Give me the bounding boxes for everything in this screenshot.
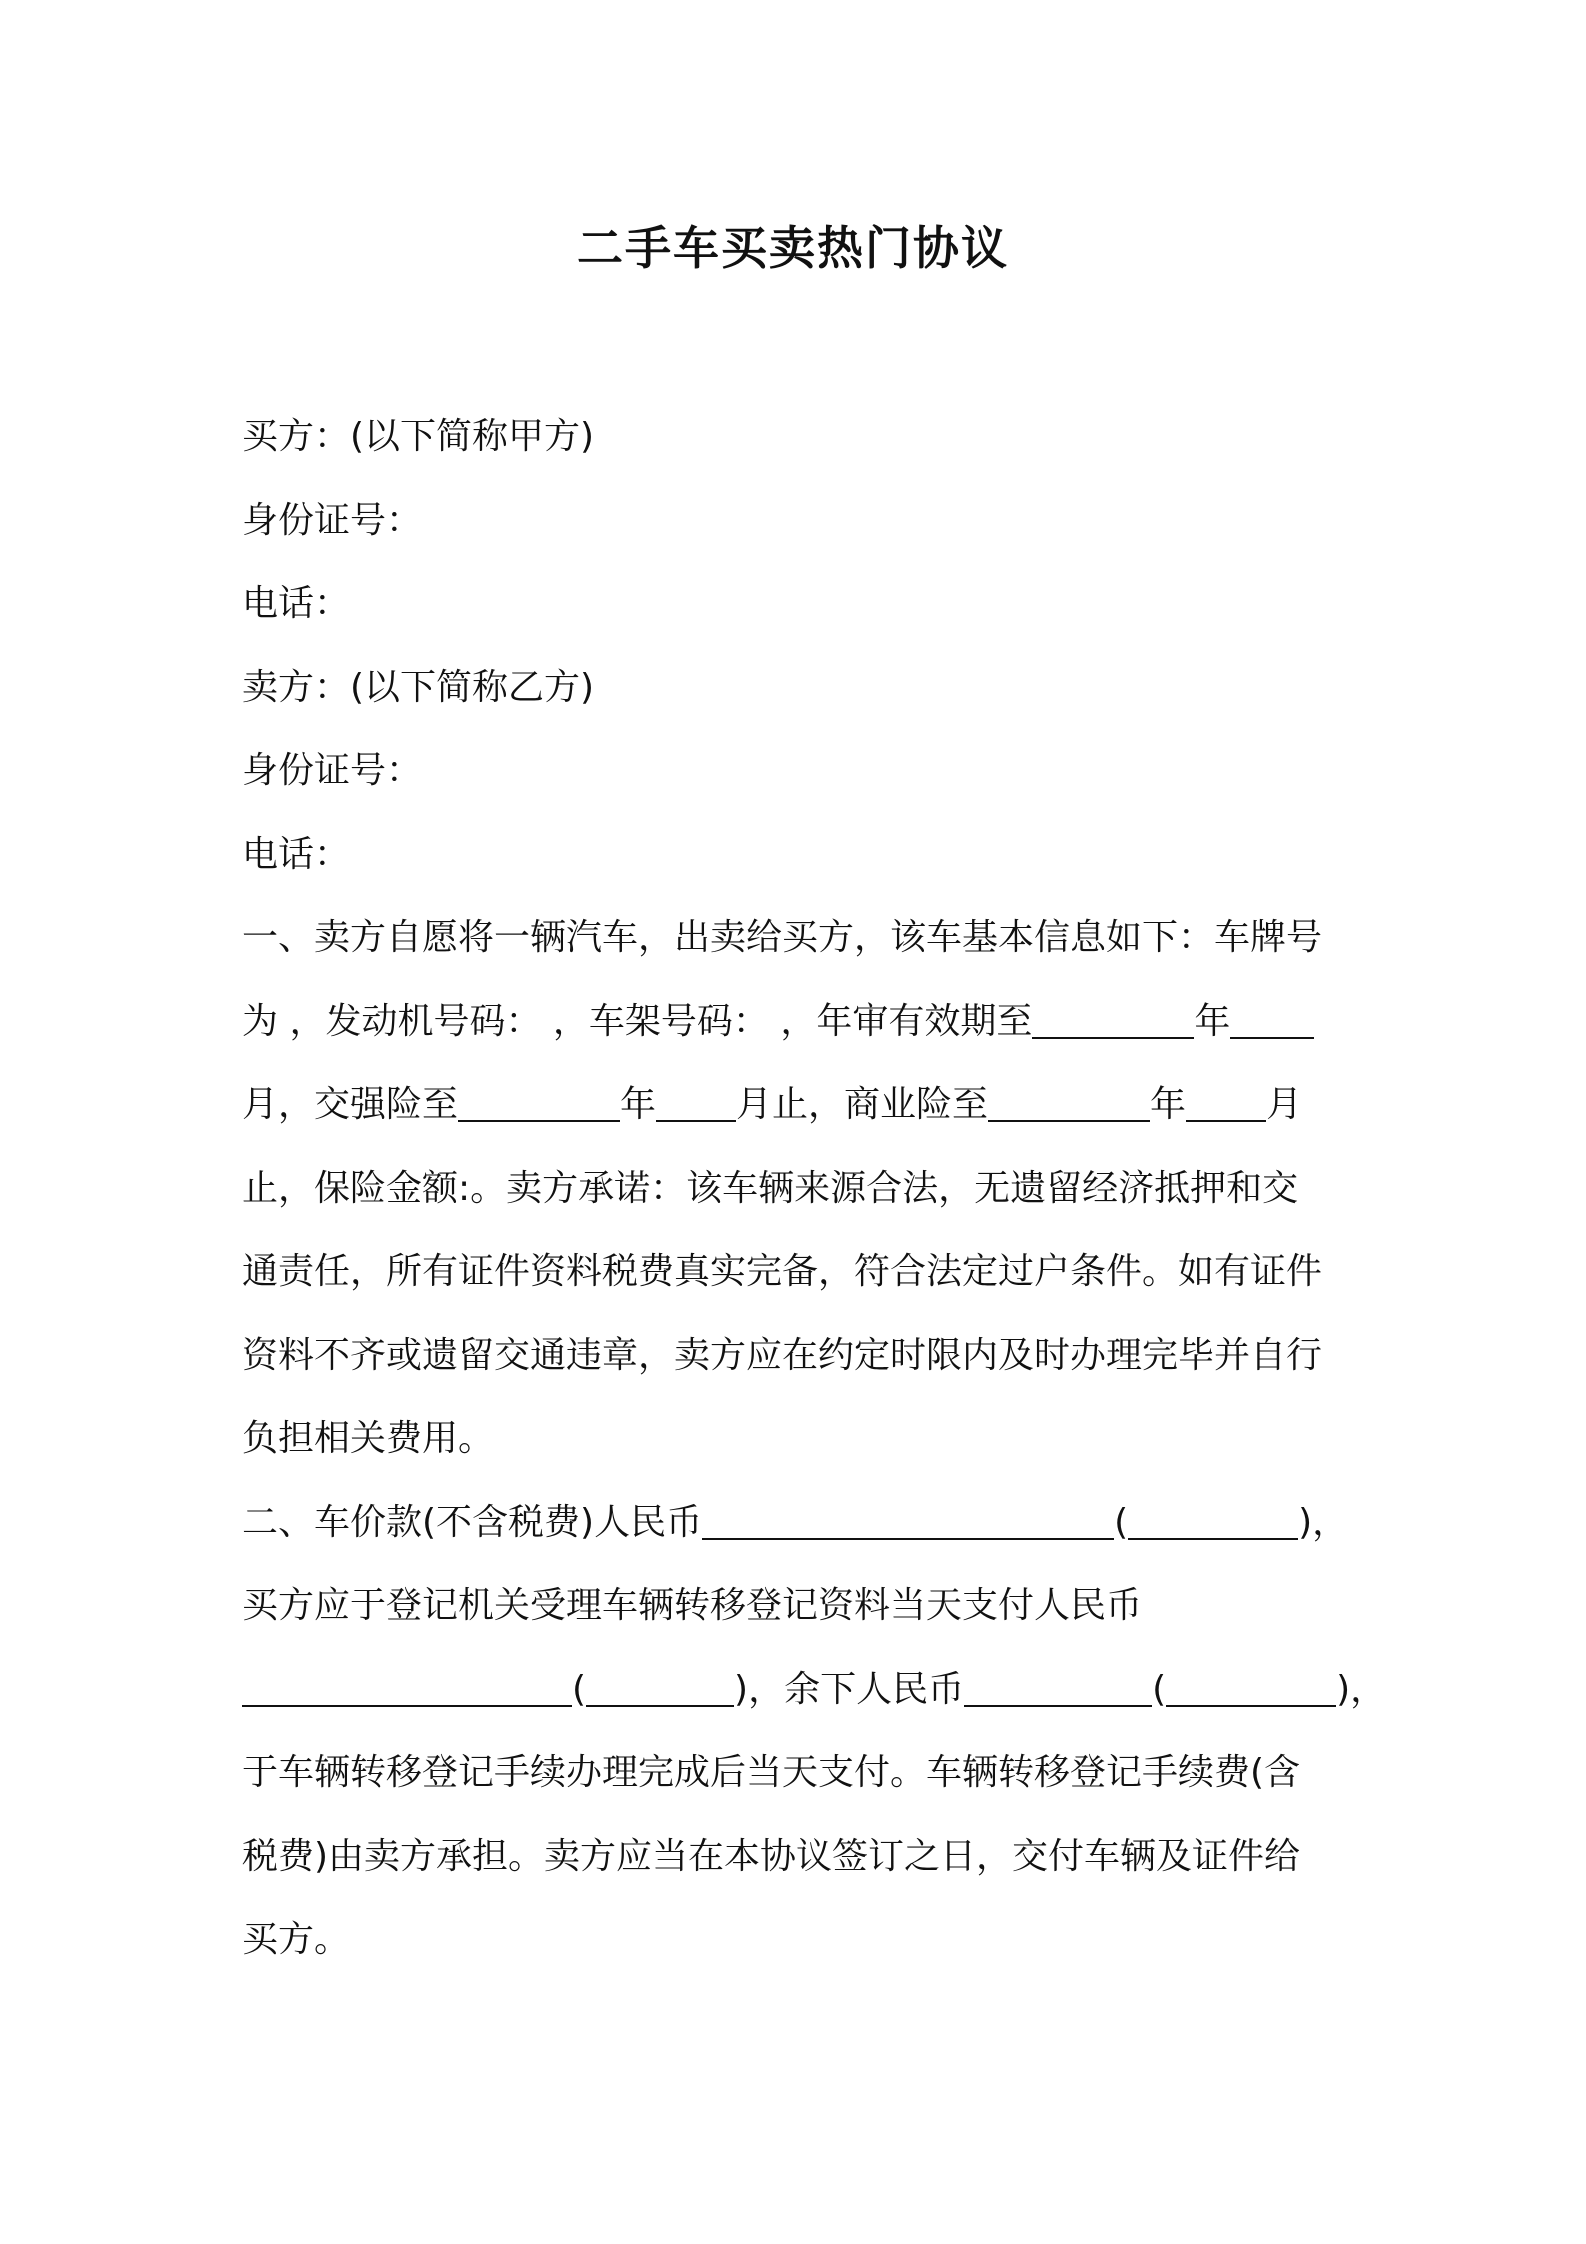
- seller-phone-label: 电话：: [242, 833, 351, 875]
- blank-field: [1166, 1669, 1336, 1707]
- clause2-text: (: [1114, 1501, 1129, 1543]
- seller-id-label: 身份证号：: [242, 750, 423, 791]
- document-title: 二手车买卖热门协议: [577, 221, 1009, 275]
- seller-label: 卖方：(以下简称乙方): [242, 666, 595, 708]
- clause1-text: 年: [620, 1084, 657, 1125]
- clause1-line1: 一、卖方自愿将一辆汽车，出卖给买方，该车基本信息如下：车牌号: [242, 917, 1323, 958]
- clause2-line5: 税费)由卖方承担。卖方应当在本协议签订之日，交付车辆及证件给: [242, 1835, 1301, 1877]
- clause2-line4: 于车辆转移登记手续办理完成后当天支付。车辆转移登记手续费(含: [242, 1752, 1301, 1793]
- blank-field: [656, 1084, 736, 1122]
- blank-field: [586, 1669, 734, 1707]
- clause2-text: )，: [1298, 1501, 1349, 1543]
- clause2-line1: [242, 1481, 1362, 1565]
- clause1-line3: [242, 1063, 1362, 1147]
- blank-field: [988, 1084, 1150, 1122]
- blank-field: [1186, 1084, 1266, 1122]
- clause2-line2: 买方应于登记机关受理车辆转移登记资料当天支付人民币: [242, 1585, 1143, 1626]
- blank-field: [702, 1502, 1114, 1540]
- clause2-text: 二、车价款(不含税费)人民币: [242, 1501, 703, 1543]
- clause1-text: 月: [1266, 1084, 1303, 1125]
- buyer-id-label: 身份证号：: [242, 499, 423, 541]
- clause2-text: (: [572, 1668, 587, 1710]
- clause2-text: )，余下人民币: [734, 1668, 965, 1710]
- blank-field: [242, 1669, 572, 1707]
- blank-field: [1230, 1001, 1314, 1039]
- clause1-line2: [242, 980, 1362, 1064]
- clause1-text: 月，交强险至: [242, 1084, 459, 1125]
- clause1-line6: 资料不齐或遗留交通违章，卖方应在约定时限内及时办理完毕并自行: [242, 1334, 1323, 1376]
- clause1-text: 为 ，发动机号码： ，车架号码： ，年审有效期至: [242, 1000, 1033, 1042]
- clause1-text: 年: [1194, 1000, 1231, 1042]
- clause2-line6: 买方。: [242, 1919, 351, 1960]
- clause1-text: 年: [1150, 1084, 1187, 1125]
- clause2-text: )，: [1336, 1668, 1387, 1710]
- blank-field: [964, 1669, 1152, 1707]
- document-body: [242, 395, 1387, 1982]
- clause1-line4: 止，保险金额:。卖方承诺：该车辆来源合法，无遗留经济抵押和交: [242, 1167, 1299, 1209]
- clause2-text: (: [1152, 1668, 1167, 1710]
- clause1-line7: 负担相关费用。: [242, 1418, 495, 1459]
- buyer-label: 买方：(以下简称甲方): [242, 416, 595, 457]
- blank-field: [1128, 1502, 1298, 1540]
- clause1-text: 月止，商业险至: [736, 1084, 989, 1125]
- clause1-line5: 通责任，所有证件资料税费真实完备，符合法定过户条件。如有证件: [242, 1251, 1323, 1292]
- clause2-line3: [242, 1648, 1387, 1732]
- blank-field: [1032, 1001, 1194, 1039]
- buyer-phone-label: 电话：: [242, 583, 351, 624]
- blank-field: [458, 1084, 620, 1122]
